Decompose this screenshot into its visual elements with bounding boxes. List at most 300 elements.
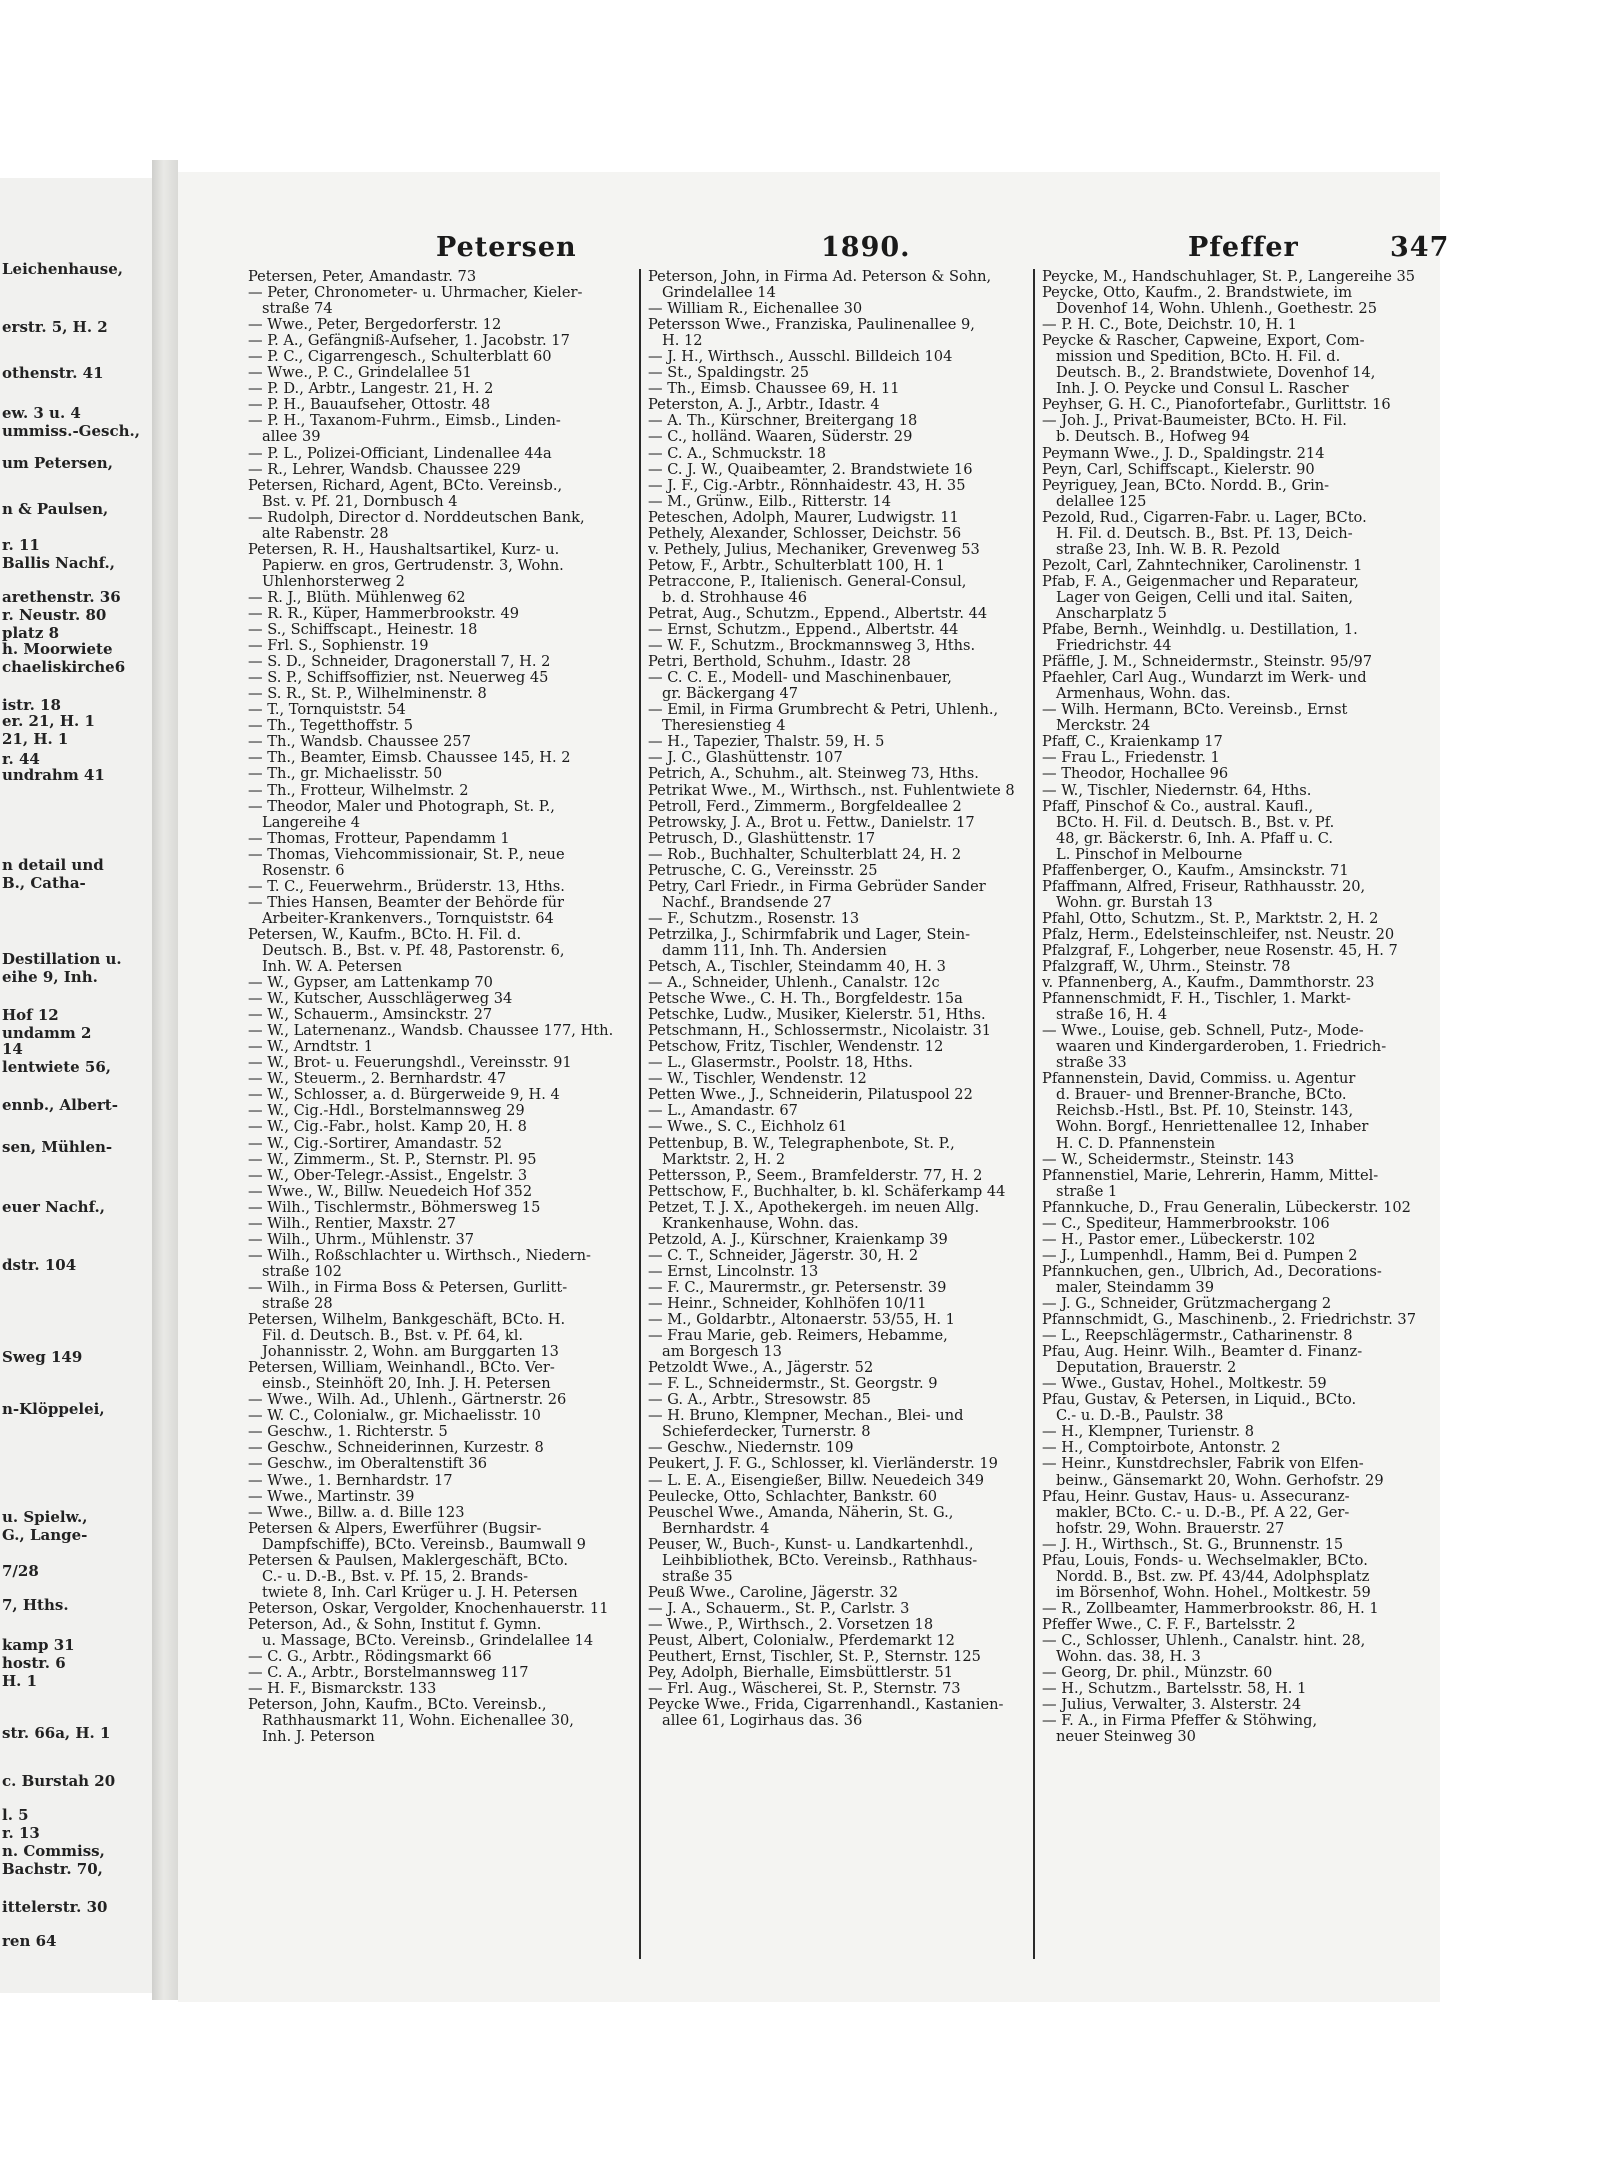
directory-line: Marktstr. 2, H. 2 — [662, 1151, 786, 1168]
directory-line: — C. T., Schneider, Jägerstr. 30, H. 2 — [648, 1247, 919, 1264]
directory-line: Petersen, William, Weinhandl., BCto. Ver- — [248, 1360, 555, 1377]
directory-line: — A. Th., Kürschner, Breitergang 18 — [648, 413, 918, 430]
directory-line: — Wilh. Hermann, BCto. Vereinsb., Ernst — [1042, 702, 1348, 719]
directory-line: — Emil, in Firma Grumbrecht & Petri, Uhlenh., — [648, 702, 999, 719]
directory-line: — Ernst, Schutzm., Eppend., Albertstr. 44 — [648, 622, 959, 639]
previous-page-line: kamp 31 — [2, 1636, 75, 1654]
directory-line: — Wilh., Uhrm., Mühlenstr. 37 — [248, 1231, 475, 1248]
directory-line: — Wwe., Wilh. Ad., Uhlenh., Gärtnerstr. 26 — [248, 1392, 567, 1409]
directory-line: am Borgesch 13 — [662, 1344, 782, 1361]
directory-line: delallee 125 — [1056, 493, 1147, 510]
directory-line: — Frau L., Friedenstr. 1 — [1042, 750, 1220, 767]
header-left-keyword: Petersen — [436, 232, 577, 263]
previous-page-line: arethenstr. 36 — [2, 588, 121, 606]
directory-line: — W., Ober-Telegr.-Assist., Engelstr. 3 — [248, 1167, 528, 1184]
directory-line: — H. F., Bismarckstr. 133 — [248, 1681, 437, 1698]
directory-line: straße 16, H. 4 — [1056, 1007, 1168, 1024]
directory-line: makler, BCto. C.- u. D.-B., Pf. A 22, Ger- — [1056, 1504, 1350, 1521]
directory-line: Petsch, A., Tischler, Steindamm 40, H. 3 — [648, 959, 946, 976]
directory-line: Peymann Wwe., J. D., Spaldingstr. 214 — [1042, 445, 1325, 462]
directory-line: — Th., Beamter, Eimsb. Chaussee 145, H. 2 — [248, 750, 571, 767]
directory-line: Pfalzgraff, W., Uhrm., Steinstr. 78 — [1042, 959, 1291, 976]
directory-line: Pezold, Rud., Cigarren-Fabr. u. Lager, BCto. — [1042, 509, 1367, 526]
previous-page-line: ummiss.-Gesch., — [2, 422, 140, 440]
directory-line: — Geschw., Schneiderinnen, Kurzestr. 8 — [248, 1440, 544, 1457]
header-right-keyword: Pfeffer — [1188, 232, 1299, 263]
directory-line: Pfannschmidt, G., Maschinenb., 2. Friedrichstr. 37 — [1042, 1312, 1416, 1329]
directory-line: Petsche Wwe., C. H. Th., Borgfeldestr. 15a — [648, 991, 963, 1008]
directory-line: — Wwe., Billw. a. d. Bille 123 — [248, 1504, 465, 1521]
book-gutter — [152, 160, 178, 2000]
directory-line: straße 1 — [1056, 1183, 1118, 1200]
directory-line: Peterson, Ad., & Sohn, Institut f. Gymn. — [248, 1616, 542, 1633]
directory-line: — William R., Eichenallee 30 — [648, 301, 863, 318]
directory-line: Friedrichstr. 44 — [1056, 638, 1172, 655]
directory-line: — W., Laternenanz., Wandsb. Chaussee 177, Hth. — [248, 1023, 614, 1040]
directory-line: Grindelallee 14 — [662, 285, 776, 302]
directory-line: Pfau, Aug. Heinr. Wilh., Beamter d. Finanz- — [1042, 1344, 1363, 1361]
previous-page-line: h. Moorwiete — [2, 640, 113, 658]
directory-line: — J. C., Glashüttenstr. 107 — [648, 750, 843, 767]
directory-line: — H., Pastor emer., Lübeckerstr. 102 — [1042, 1231, 1316, 1248]
previous-page-line: 7/28 — [2, 1562, 39, 1580]
directory-line: — W., Zimmerm., St. P., Sternstr. Pl. 95 — [248, 1151, 537, 1168]
directory-line: H. Fil. d. Deutsch. B., Bst. Pf. 13, Deich- — [1056, 525, 1353, 542]
previous-page-line: ennb., Albert- — [2, 1096, 118, 1114]
directory-line: — Th., Tegetthoffstr. 5 — [248, 718, 414, 735]
directory-line: — Wwe., P. C., Grindelallee 51 — [248, 365, 472, 382]
directory-line: — J., Lumpenhdl., Hamm, Bei d. Pumpen 2 — [1042, 1247, 1358, 1264]
previous-page-line: Destillation u. — [2, 950, 122, 968]
directory-line: Nordd. B., Bst. zw. Pf. 43/44, Adolphsplatz — [1056, 1568, 1370, 1585]
previous-page-line: undrahm 41 — [2, 766, 105, 784]
directory-line: — P. H. C., Bote, Deichstr. 10, H. 1 — [1042, 317, 1297, 334]
directory-line: — W. C., Colonialw., gr. Michaelisstr. 10 — [248, 1408, 541, 1425]
directory-line: Merckstr. 24 — [1056, 718, 1151, 735]
previous-page-line: Sweg 149 — [2, 1348, 83, 1366]
directory-line: — Wwe., W., Billw. Neuedeich Hof 352 — [248, 1183, 533, 1200]
directory-line: maler, Steindamm 39 — [1056, 1279, 1214, 1296]
previous-page-line: lentwiete 56, — [2, 1058, 112, 1076]
directory-line: Petersen & Paulsen, Maklergeschäft, BCto. — [248, 1552, 569, 1569]
directory-line: Peterston, A. J., Arbtr., Idastr. 4 — [648, 397, 880, 414]
directory-line: Peyn, Carl, Schiffscapt., Kielerstr. 90 — [1042, 461, 1315, 478]
directory-line: — M., Goldarbtr., Altonaerstr. 53/55, H. 1 — [648, 1312, 955, 1329]
directory-line: Pfeffer Wwe., C. F. F., Bartelsstr. 2 — [1042, 1616, 1296, 1633]
previous-page-line: hostr. 6 — [2, 1654, 66, 1672]
directory-line: Pfau, Heinr. Gustav, Haus- u. Assecuranz- — [1042, 1488, 1350, 1505]
directory-line: — Rudolph, Director d. Norddeutschen Bank, — [248, 509, 585, 526]
directory-line: Petraccone, P., Italienisch. General-Consul, — [648, 573, 967, 590]
directory-line: — Th., gr. Michaelisstr. 50 — [248, 766, 443, 783]
directory-line: Peterson, Oskar, Vergolder, Knochenhauerstr. 11 — [248, 1600, 609, 1617]
directory-line: — F., Schutzm., Rosenstr. 13 — [648, 910, 860, 927]
directory-line: mission und Spedition, BCto. H. Fil. d. — [1056, 349, 1341, 366]
previous-page-line: dstr. 104 — [2, 1256, 77, 1274]
directory-line: Pfaff, Pinschof & Co., austral. Kaufl., — [1042, 798, 1314, 815]
directory-line: — R., Zollbeamter, Hammerbrookstr. 86, H. 1 — [1042, 1600, 1379, 1617]
directory-line: allee 39 — [262, 429, 321, 446]
previous-page-line: undamm 2 — [2, 1024, 92, 1042]
directory-line: — C. A., Schmuckstr. 18 — [648, 445, 827, 462]
directory-line: Wohn. Borgf., Henriettenallee 12, Inhaber — [1056, 1119, 1369, 1136]
directory-line: Petrikat Wwe., M., Wirthsch., nst. Fuhlentwiete 8 — [648, 782, 1015, 799]
column-divider — [1033, 269, 1035, 1959]
directory-line: Uhlenhorsterweg 2 — [262, 573, 405, 590]
directory-line: — Th., Wandsb. Chaussee 257 — [248, 734, 471, 751]
directory-line: Petschow, Fritz, Tischler, Wendenstr. 12 — [648, 1039, 944, 1056]
previous-page-line: sen, Mühlen- — [2, 1138, 113, 1156]
directory-line: gr. Bäckergang 47 — [662, 686, 799, 703]
directory-line: — A., Schneider, Uhlenh., Canalstr. 12c — [648, 975, 940, 992]
directory-line: hofstr. 29, Wohn. Brauerstr. 27 — [1056, 1520, 1285, 1537]
directory-line: — F. A., in Firma Pfeffer & Stöhwing, — [1042, 1713, 1318, 1730]
directory-line: — L., Glasermstr., Poolstr. 18, Hths. — [648, 1055, 913, 1072]
directory-line: — P. D., Arbtr., Langestr. 21, H. 2 — [248, 381, 494, 398]
directory-column-2 — [648, 269, 1028, 1969]
directory-line: Anscharplatz 5 — [1056, 605, 1167, 622]
directory-line: damm 111, Inh. Th. Andersien — [662, 942, 887, 959]
directory-line: Pfaffenberger, O., Kaufm., Amsinckstr. 71 — [1042, 862, 1349, 879]
directory-line: — C. J. W., Quaibeamter, 2. Brandstwiete 16 — [648, 461, 973, 478]
directory-line: Peteschen, Adolph, Maurer, Ludwigstr. 11 — [648, 509, 959, 526]
page-header — [178, 232, 1450, 266]
directory-line: Pfabe, Bernh., Weinhdlg. u. Destillation, 1. — [1042, 622, 1358, 639]
directory-line: — T., Tornquiststr. 54 — [248, 702, 406, 719]
directory-line: — Wilh., Rentier, Maxstr. 27 — [248, 1215, 456, 1232]
previous-page-line: erstr. 5, H. 2 — [2, 318, 108, 336]
directory-line: Petschke, Ludw., Musiker, Kielerstr. 51, Hths. — [648, 1007, 986, 1024]
directory-line: — St., Spaldingstr. 25 — [648, 365, 810, 382]
previous-page-line: er. 21, H. 1 — [2, 712, 95, 730]
directory-line: Pethely, Alexander, Schlosser, Deichstr. 56 — [648, 525, 962, 542]
previous-page-line: euer Nachf., — [2, 1198, 105, 1216]
header-year: 1890. — [821, 232, 911, 263]
directory-line: waaren und Kindergarderoben, 1. Friedrich- — [1056, 1039, 1387, 1056]
previous-page-line: ew. 3 u. 4 — [2, 404, 81, 422]
directory-line: — F. L., Schneidermstr., St. Georgstr. 9 — [648, 1376, 938, 1393]
directory-line: Petrusche, C. G., Vereinsstr. 25 — [648, 862, 878, 879]
directory-line: Pfannenstein, David, Commiss. u. Agentur — [1042, 1071, 1356, 1088]
directory-line: — Peter, Chronometer- u. Uhrmacher, Kieler- — [248, 285, 583, 302]
directory-line: Bst. v. Pf. 21, Dornbusch 4 — [262, 493, 458, 510]
directory-line: — L. E. A., Eisengießer, Billw. Neuedeich 349 — [648, 1472, 985, 1489]
directory-line: Petersen & Alpers, Ewerführer (Bugsir- — [248, 1520, 542, 1537]
directory-line: Petrusch, D., Glashüttenstr. 17 — [648, 830, 876, 847]
directory-column-1 — [248, 269, 634, 1969]
directory-line: — L., Reepschlägermstr., Catharinenstr. 8 — [1042, 1328, 1353, 1345]
directory-line: — Rob., Buchhalter, Schulterblatt 24, H. 2 — [648, 846, 962, 863]
directory-line: Deutsch. B., Bst. v. Pf. 48, Pastorenstr. 6, — [262, 942, 565, 959]
previous-page-line: n-Klöppelei, — [2, 1400, 105, 1418]
previous-page-line: B., Catha- — [2, 874, 86, 892]
directory-line: Peterson, John, in Firma Ad. Peterson & Sohn, — [648, 269, 992, 285]
directory-line: Fil. d. Deutsch. B., Bst. v. Pf. 64, kl. — [262, 1328, 524, 1345]
directory-line: — W., Scheidermstr., Steinstr. 143 — [1042, 1151, 1295, 1168]
directory-line: — Geschw., im Oberaltenstift 36 — [248, 1456, 488, 1473]
directory-line: Peyriguey, Jean, BCto. Nordd. B., Grin- — [1042, 477, 1330, 494]
previous-page-line: ittelerstr. 30 — [2, 1898, 108, 1916]
directory-line: Petersson Wwe., Franziska, Paulinenallee 9, — [648, 317, 975, 334]
directory-line: Peuthert, Ernst, Tischler, St. P., Sternstr. 125 — [648, 1649, 981, 1666]
page-number: 347 — [1390, 232, 1450, 263]
directory-line: — F. C., Maurermstr., gr. Petersenstr. 39 — [648, 1279, 947, 1296]
directory-line: d. Brauer- und Brenner-Branche, BCto. — [1056, 1087, 1347, 1104]
directory-line: Pettersson, P., Seem., Bramfelderstr. 77, H. 2 — [648, 1167, 983, 1184]
directory-line: — Georg, Dr. phil., Münzstr. 60 — [1042, 1665, 1273, 1682]
directory-line: Peycke, M., Handschuhlager, St. P., Langereihe 35 — [1042, 269, 1416, 285]
directory-line: — Geschw., Niedernstr. 109 — [648, 1440, 854, 1457]
previous-page-line: 7, Hths. — [2, 1596, 69, 1614]
directory-line: — W., Schlosser, a. d. Bürgerweide 9, H. 4 — [248, 1087, 560, 1104]
previous-page-line: str. 66a, H. 1 — [2, 1724, 111, 1742]
previous-page-line: ren 64 — [2, 1932, 57, 1950]
directory-line: — P. A., Gefängniß-Aufseher, 1. Jacobstr. 17 — [248, 333, 570, 350]
directory-line: Pfannenstiel, Marie, Lehrerin, Hamm, Mittel- — [1042, 1167, 1379, 1184]
directory-line: Arbeiter-Krankenvers., Tornquiststr. 64 — [262, 910, 554, 927]
directory-line: Petri, Berthold, Schuhm., Idastr. 28 — [648, 654, 911, 671]
directory-line: neuer Steinweg 30 — [1056, 1729, 1196, 1746]
directory-line: Peuschel Wwe., Amanda, Näherin, St. G., — [648, 1504, 954, 1521]
directory-line: Armenhaus, Wohn. das. — [1056, 686, 1231, 703]
directory-line: Petow, F., Arbtr., Schulterblatt 100, H. 1 — [648, 557, 945, 574]
directory-line: — W., Tischler, Niedernstr. 64, Hths. — [1042, 782, 1312, 799]
directory-line: Petten Wwe., J., Schneiderin, Pilatuspool 22 — [648, 1087, 973, 1104]
directory-line: — R. J., Blüth. Mühlenweg 62 — [248, 589, 466, 606]
directory-line: — H., Schutzm., Bartelsstr. 58, H. 1 — [1042, 1681, 1307, 1698]
directory-line: Petry, Carl Friedr., in Firma Gebrüder Sander — [648, 878, 986, 895]
directory-line: alte Rabenstr. 28 — [262, 525, 389, 542]
directory-line: — Wilh., Roßschlachter u. Wirthsch., Niedern- — [248, 1247, 591, 1264]
directory-line: — M., Grünw., Eilb., Ritterstr. 14 — [648, 493, 892, 510]
previous-page-line: n. Commiss, — [2, 1842, 105, 1860]
directory-line: — Wwe., Louise, geb. Schnell, Putz-, Mode- — [1042, 1023, 1364, 1040]
previous-page-line: othenstr. 41 — [2, 364, 104, 382]
directory-line: — Wwe., Gustav, Hohel., Moltkestr. 59 — [1042, 1376, 1327, 1393]
directory-line: Petroll, Ferd., Zimmerm., Borgfeldeallee 2 — [648, 798, 962, 815]
directory-line: einsb., Steinhöft 20, Inh. J. H. Petersen — [262, 1376, 551, 1393]
directory-line: Pfalzgraf, F., Lohgerber, neue Rosenstr. 45, H. 7 — [1042, 942, 1398, 959]
directory-line: Krankenhause, Wohn. das. — [662, 1215, 859, 1232]
directory-line: — Frau Marie, geb. Reimers, Hebamme, — [648, 1328, 948, 1345]
directory-line: Wohn. gr. Burstah 13 — [1056, 894, 1213, 911]
directory-line: Deputation, Brauerstr. 2 — [1056, 1360, 1237, 1377]
directory-line: — Wwe., Martinstr. 39 — [248, 1488, 415, 1505]
directory-line: — C. C. E., Modell- und Maschinenbauer, — [648, 670, 952, 687]
previous-page-line: r. 13 — [2, 1824, 40, 1842]
directory-line: Pfaehler, Carl Aug., Wundarzt im Werk- und — [1042, 670, 1367, 687]
directory-line: b. d. Strohhause 46 — [662, 589, 808, 606]
directory-line: — C., Spediteur, Hammerbrookstr. 106 — [1042, 1215, 1330, 1232]
directory-line: — Heinr., Schneider, Kohlhöfen 10/11 — [648, 1296, 927, 1312]
directory-line: — Wwe., S. C., Eichholz 61 — [648, 1119, 848, 1136]
previous-page-line: n & Paulsen, — [2, 500, 109, 518]
directory-line: Inh. W. A. Petersen — [262, 959, 403, 976]
directory-line: — W., Gypser, am Lattenkamp 70 — [248, 975, 493, 992]
directory-line: Pfab, F. A., Geigenmacher und Reparateur, — [1042, 573, 1359, 590]
directory-line: — R., Lehrer, Wandsb. Chaussee 229 — [248, 461, 521, 478]
directory-line: Petzold, A. J., Kürschner, Kraienkamp 39 — [648, 1231, 948, 1248]
directory-line: — Th., Eimsb. Chaussee 69, H. 11 — [648, 381, 900, 398]
directory-line: Pfannkuchen, gen., Ulbrich, Ad., Decorations- — [1042, 1263, 1382, 1280]
directory-line: Schieferdecker, Turnerstr. 8 — [662, 1424, 871, 1441]
directory-line: Pfäffle, J. M., Schneidermstr., Steinstr. 95/97 — [1042, 654, 1373, 671]
directory-line: — W., Arndtstr. 1 — [248, 1039, 374, 1056]
directory-line: Petrowsky, J. A., Brot u. Fettw., Danielstr. 17 — [648, 814, 975, 831]
previous-page-line: l. 5 — [2, 1806, 29, 1824]
directory-line: Pfahl, Otto, Schutzm., St. P., Marktstr. 2, H. 2 — [1042, 910, 1379, 927]
directory-line: Peulecke, Otto, Schlachter, Bankstr. 60 — [648, 1488, 938, 1505]
directory-line: straße 28 — [262, 1296, 333, 1312]
directory-line: Dampfschiffe), BCto. Vereinsb., Baumwall 9 — [262, 1536, 586, 1553]
previous-page-line: platz 8 — [2, 624, 60, 642]
directory-line: Peycke Wwe., Frida, Cigarrenhandl., Kastanien- — [648, 1697, 1004, 1714]
previous-page-line: G., Lange- — [2, 1526, 88, 1544]
directory-line: Johannisstr. 2, Wohn. am Burggarten 13 — [262, 1344, 559, 1361]
directory-line: Dovenhof 14, Wohn. Uhlenh., Goethestr. 25 — [1056, 301, 1377, 318]
directory-line: — R. R., Küper, Hammerbrookstr. 49 — [248, 605, 520, 622]
directory-line: BCto. H. Fil. d. Deutsch. B., Bst. v. Pf. — [1056, 814, 1335, 831]
directory-line: Peycke & Rascher, Capweine, Export, Com- — [1042, 333, 1365, 350]
directory-line: — Thomas, Frotteur, Papendamm 1 — [248, 830, 510, 847]
directory-line: beinw., Gänsemarkt 20, Wohn. Gerhofstr. 29 — [1056, 1472, 1384, 1489]
directory-line: — W., Cig.-Sortirer, Amandastr. 52 — [248, 1135, 502, 1152]
directory-line: Peukert, J. F. G., Schlosser, kl. Vierländerstr. 19 — [648, 1456, 998, 1473]
directory-line: Petersen, Richard, Agent, BCto. Vereinsb., — [248, 477, 563, 494]
directory-line: Petersen, Wilhelm, Bankgeschäft, BCto. H. — [248, 1312, 566, 1329]
directory-line: Reichsb.-Hstl., Bst. Pf. 10, Steinstr. 143, — [1056, 1103, 1354, 1120]
previous-page-line: H. 1 — [2, 1672, 38, 1690]
directory-line: Deutsch. B., 2. Brandstwiete, Dovenhof 14, — [1056, 365, 1376, 382]
directory-line: Petzoldt Wwe., A., Jägerstr. 52 — [648, 1360, 874, 1377]
directory-line: — Theodor, Maler und Photograph, St. P., — [248, 798, 555, 815]
directory-line: — W., Schauerm., Amsinckstr. 27 — [248, 1007, 493, 1024]
previous-page-line: c. Burstah 20 — [2, 1772, 116, 1790]
directory-line: Wohn. das. 38, H. 3 — [1056, 1649, 1201, 1666]
directory-line: Bernhardstr. 4 — [662, 1520, 770, 1537]
directory-line: — W. F., Schutzm., Brockmannsweg 3, Hths. — [648, 638, 976, 655]
directory-line: Peterson, John, Kaufm., BCto. Vereinsb., — [248, 1697, 547, 1714]
directory-line: — C. A., Arbtr., Borstelmannsweg 117 — [248, 1665, 529, 1682]
directory-line: Petschmann, H., Schlossermstr., Nicolaistr. 31 — [648, 1023, 992, 1040]
directory-line: — Geschw., 1. Richterstr. 5 — [248, 1424, 448, 1441]
directory-line: Peycke, Otto, Kaufm., 2. Brandstwiete, im — [1042, 285, 1353, 302]
directory-line: v. Pfannenberg, A., Kaufm., Dammthorstr. 23 — [1042, 975, 1375, 992]
directory-line: Petrich, A., Schuhm., alt. Steinweg 73, Hths. — [648, 766, 979, 783]
previous-page-line: r. 11 — [2, 536, 40, 554]
directory-line: Rosenstr. 6 — [262, 862, 345, 879]
directory-line: Petersen, R. H., Haushaltsartikel, Kurz- u. — [248, 541, 560, 558]
directory-line: Lager von Geigen, Celli und ital. Saiten, — [1056, 589, 1353, 606]
directory-line: C.- u. D.-B., Paulstr. 38 — [1056, 1408, 1224, 1425]
directory-line: H. 12 — [662, 333, 703, 350]
directory-line: Peuser, W., Buch-, Kunst- u. Landkartenhdl., — [648, 1536, 974, 1553]
directory-line: — H., Tapezier, Thalstr. 59, H. 5 — [648, 734, 885, 751]
directory-line: Pfannenschmidt, F. H., Tischler, 1. Markt- — [1042, 991, 1351, 1008]
directory-line: Petrzilka, J., Schirmfabrik und Lager, Stein- — [648, 926, 971, 943]
previous-page-edge — [0, 178, 152, 1993]
directory-line: — P. C., Cigarrengesch., Schulterblatt 60 — [248, 349, 552, 366]
directory-line: Petrat, Aug., Schutzm., Eppend., Albertstr. 44 — [648, 605, 988, 622]
previous-page-line: r. Neustr. 80 — [2, 606, 107, 624]
directory-line: v. Pethely, Julius, Mechaniker, Grevenweg 53 — [648, 541, 980, 558]
directory-line: Papierw. en gros, Gertrudenstr. 3, Wohn. — [262, 557, 564, 574]
directory-line: — J. F., Cig.-Arbtr., Rönnhaidestr. 43, H. 35 — [648, 477, 966, 494]
directory-line: twiete 8, Inh. Carl Krüger u. J. H. Petersen — [262, 1584, 578, 1601]
directory-line: — S., Schiffscapt., Heinestr. 18 — [248, 622, 478, 639]
previous-page-line: r. 44 — [2, 750, 40, 768]
directory-line: — Frl. Aug., Wäscherei, St. P., Sternstr. 73 — [648, 1681, 961, 1698]
directory-line: Pey, Adolph, Bierhalle, Eimsbüttlerstr. 51 — [648, 1665, 954, 1682]
previous-page-line: u. Spielw., — [2, 1508, 88, 1526]
directory-line: Inh. J. Peterson — [262, 1729, 375, 1746]
previous-page-line: Ballis Nachf., — [2, 554, 115, 572]
directory-line: straße 23, Inh. W. B. R. Pezold — [1056, 541, 1281, 558]
directory-line: allee 61, Logirhaus das. 36 — [662, 1713, 863, 1730]
directory-line: Pettenbup, B. W., Telegraphenbote, St. P., — [648, 1135, 955, 1152]
directory-line: u. Massage, BCto. Vereinsb., Grindelallee 14 — [262, 1632, 594, 1649]
directory-line: H. C. D. Pfannenstein — [1056, 1135, 1216, 1152]
directory-line: Leihbibliothek, BCto. Vereinsb., Rathhaus- — [662, 1552, 978, 1569]
directory-line: — Joh. J., Privat-Baumeister, BCto. H. Fil. — [1042, 413, 1347, 430]
directory-line: — T. C., Feuerwehrm., Brüderstr. 13, Hths. — [248, 878, 565, 895]
directory-line: — W., Cig.-Fabr., holst. Kamp 20, H. 8 — [248, 1119, 527, 1136]
directory-line: Pezolt, Carl, Zahntechniker, Carolinenstr. 1 — [1042, 557, 1363, 574]
directory-line: Peyhser, G. H. C., Pianofortefabr., Gurlittstr. 16 — [1042, 397, 1391, 414]
directory-line: L. Pinschof in Melbourne — [1056, 846, 1243, 863]
directory-line: Petzet, T. J. X., Apothekergeh. im neuen Allg. — [648, 1199, 980, 1216]
previous-page-line: Leichenhause, — [2, 260, 124, 278]
directory-line: b. Deutsch. B., Hofweg 94 — [1056, 429, 1250, 446]
directory-line: — W., Steuerm., 2. Bernhardstr. 47 — [248, 1071, 507, 1088]
directory-line: Rathhausmarkt 11, Wohn. Eichenallee 30, — [262, 1713, 574, 1730]
directory-line: — J. H., Wirthsch., St. G., Brunnenstr. 15 — [1042, 1536, 1344, 1553]
directory-page — [178, 172, 1450, 2002]
directory-line: Pettschow, F., Buchhalter, b. kl. Schäferkamp 44 — [648, 1183, 1006, 1200]
directory-line: — Thies Hansen, Beamter der Behörde für — [248, 894, 564, 911]
directory-column-3 — [1042, 269, 1438, 1969]
directory-line: — Wwe., P., Wirthsch., 2. Vorsetzen 18 — [648, 1616, 934, 1633]
directory-line: — S. R., St. P., Wilhelminenstr. 8 — [248, 686, 487, 703]
previous-page-line: um Petersen, — [2, 454, 113, 472]
directory-line: Nachf., Brandsende 27 — [662, 894, 832, 911]
directory-line: — L., Amandastr. 67 — [648, 1103, 798, 1120]
directory-line: — Wilh., Tischlermstr., Böhmersweg 15 — [248, 1199, 541, 1216]
directory-line: straße 74 — [262, 301, 333, 318]
directory-line: — Th., Frotteur, Wilhelmstr. 2 — [248, 782, 469, 799]
directory-line: Inh. J. O. Peycke und Consul L. Rascher — [1056, 381, 1349, 398]
directory-line: — G. A., Arbtr., Stresowstr. 85 — [648, 1392, 871, 1409]
directory-line: — W., Cig.-Hdl., Borstelmannsweg 29 — [248, 1103, 525, 1120]
directory-line: — S. D., Schneider, Dragonerstall 7, H. 2 — [248, 654, 551, 671]
directory-line: — W., Tischler, Wendenstr. 12 — [648, 1071, 867, 1088]
directory-line: straße 33 — [1056, 1055, 1127, 1072]
directory-line: Petersen, Peter, Amandastr. 73 — [248, 269, 477, 285]
directory-line: Petersen, W., Kaufm., BCto. H. Fil. d. — [248, 926, 522, 943]
directory-line: Pfannkuche, D., Frau Generalin, Lübeckerstr. 102 — [1042, 1199, 1411, 1216]
directory-line: — Heinr., Kunstdrechsler, Fabrik von Elfen- — [1042, 1456, 1364, 1473]
directory-line: — P. H., Bauaufseher, Ottostr. 48 — [248, 397, 491, 414]
previous-page-line: chaeliskirche6 — [2, 658, 126, 676]
column-divider — [639, 269, 641, 1959]
directory-line: — J. G., Schneider, Grützmachergang 2 — [1042, 1296, 1332, 1312]
directory-line: — H., Klempner, Turienstr. 8 — [1042, 1424, 1255, 1441]
previous-page-line: n detail und — [2, 856, 104, 874]
directory-line: 48, gr. Bäckerstr. 6, Inh. A. Pfaff u. C. — [1056, 830, 1334, 847]
directory-line: — H., Comptoirbote, Antonstr. 2 — [1042, 1440, 1281, 1457]
previous-page-line: Bachstr. 70, — [2, 1860, 103, 1878]
directory-line: Pfalz, Herm., Edelsteinschleifer, nst. Neustr. 20 — [1042, 926, 1395, 943]
